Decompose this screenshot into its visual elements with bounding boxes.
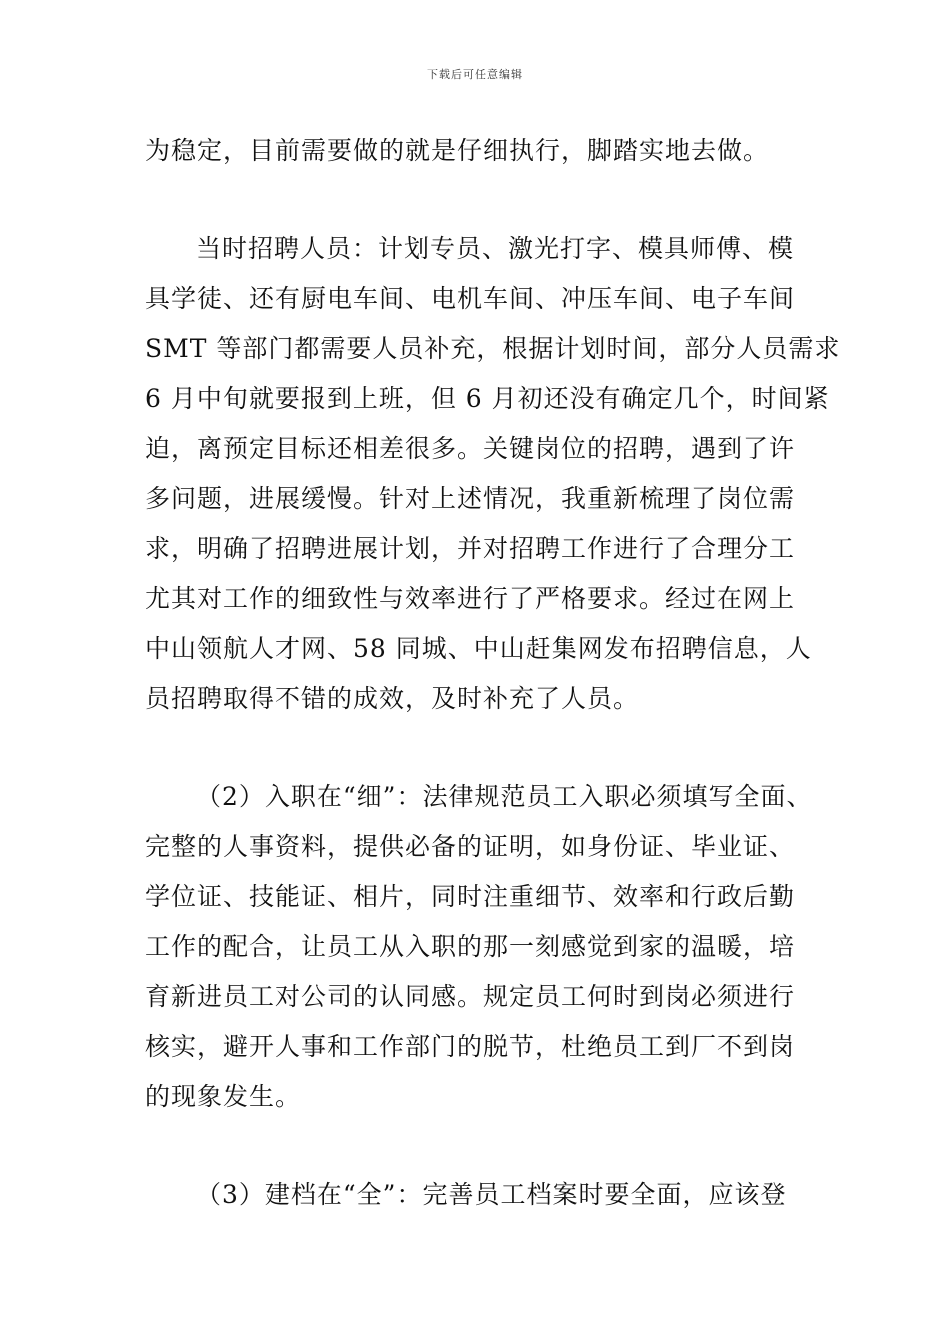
text-line: 迫，离预定目标还相差很多。关键岗位的招聘，遇到了许 bbox=[145, 434, 796, 463]
text-line: 具学徒、还有厨电车间、电机车间、冲压车间、电子车间 bbox=[145, 284, 796, 313]
text-line: 多问题，进展缓慢。针对上述情况，我重新梳理了岗位需 bbox=[145, 484, 796, 513]
text-line: （2）入职在“细”：法律规范员工入职必须填写全面、 bbox=[196, 782, 813, 811]
text-line: 育新进员工对公司的认同感。规定员工何时到岗必须进行 bbox=[145, 982, 796, 1011]
text-line: 求，明确了招聘进展计划，并对招聘工作进行了合理分工 bbox=[145, 534, 796, 563]
text-line: 核实，避开人事和工作部门的脱节，杜绝员工到厂不到岗 bbox=[145, 1032, 796, 1061]
text-line: 当时招聘人员：计划专员、激光打字、模具师傅、模 bbox=[196, 234, 795, 263]
text-line: SMT 等部门都需要人员补充，根据计划时间，部分人员需求 bbox=[145, 334, 841, 363]
text-line: 尤其对工作的细致性与效率进行了严格要求。经过在网上 bbox=[145, 584, 796, 613]
text-line: 6 月中旬就要报到上班，但 6 月初还没有确定几个，时间紧 bbox=[145, 384, 830, 413]
text-line: 的现象发生。 bbox=[145, 1082, 302, 1111]
text-line: 完整的人事资料，提供必备的证明，如身份证、毕业证、 bbox=[145, 832, 796, 861]
text-line: 为稳定，目前需要做的就是仔细执行，脚踏实地去做。 bbox=[145, 136, 770, 165]
text-line: 工作的配合，让员工从入职的那一刻感觉到家的温暖，培 bbox=[145, 932, 796, 961]
text-line: 员招聘取得不错的成效，及时补充了人员。 bbox=[145, 684, 640, 713]
text-line: 学位证、技能证、相片，同时注重细节、效率和行政后勤 bbox=[145, 882, 796, 911]
text-line: （3）建档在“全”：完善员工档案时要全面，应该登 bbox=[196, 1180, 787, 1209]
page-header-note: 下载后可任意编辑 bbox=[427, 68, 523, 81]
text-line: 中山领航人才网、58 同城、中山赶集网发布招聘信息，人 bbox=[145, 634, 812, 663]
